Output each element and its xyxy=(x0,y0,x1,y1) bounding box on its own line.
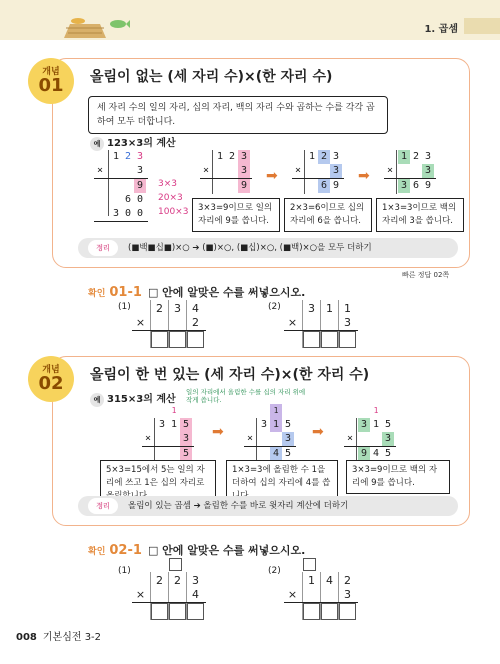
concept-2-example-label xyxy=(90,390,176,407)
basket-fish-icon xyxy=(60,14,130,40)
confirm-label: 확인 xyxy=(88,289,106,299)
c2-explain-step-2: 1×3=3에 올림한 수 1을 더하여 십의 자리에 4를 씁 xyxy=(226,460,338,507)
answer-box[interactable] xyxy=(187,331,204,348)
concept-1-example-label xyxy=(90,134,176,151)
confirm-text: □ 안에 알맞은 수를 써넣으시오. xyxy=(147,544,306,557)
carry-box[interactable] xyxy=(169,558,182,571)
arrow-icon: ➡ xyxy=(212,424,224,440)
digit: 2 xyxy=(156,302,163,315)
concept-1-summary xyxy=(78,238,458,258)
concept-2-badge xyxy=(28,356,74,402)
problem-3-number: (1) xyxy=(118,566,131,576)
digit: 2 xyxy=(344,574,351,587)
digit: 2 xyxy=(174,574,181,587)
chapter-tab xyxy=(464,18,500,34)
digit: 1 xyxy=(344,302,351,315)
calc-note-1: 3×3 xyxy=(158,179,177,189)
problem-4-number: (2) xyxy=(268,566,281,576)
badge-number: 02 xyxy=(38,373,64,394)
chapter-title: 1. 곱셈 xyxy=(424,24,458,35)
concept-1-notice: 세 자리 수의 일의 자리, 십의 자리, 백의 자리 수와 곱하는 수를 각각 곱하여 모두 더합니다. xyxy=(88,96,388,134)
confirm-text: □ 안에 알맞은 수를 써넣으시오. xyxy=(147,286,306,299)
concept-2-summary xyxy=(78,496,458,516)
arrow-icon: ➡ xyxy=(266,168,278,184)
digit: 3 xyxy=(192,574,199,587)
concept-1-title: 올림이 없는 (세 자리 수)×(한 자리 수) xyxy=(90,69,333,85)
answer-box[interactable] xyxy=(303,331,320,348)
c2-explain-step-3: 3×3=9이므로 백의 자리에 9를 씁니다. xyxy=(346,460,450,494)
concept-1-badge xyxy=(28,58,74,104)
answer-box[interactable] xyxy=(151,603,168,620)
confirm-label: 확인 xyxy=(88,547,106,557)
digit: 3 xyxy=(174,302,181,315)
digit: 2 xyxy=(192,316,199,329)
digit: 3 xyxy=(344,588,351,601)
explain-step-2: 2×3=6이므로 십의 자리에 6을 씁니다. xyxy=(284,198,372,232)
carry-box[interactable] xyxy=(303,558,316,571)
digit: 2 xyxy=(156,574,163,587)
example-mark: 예 xyxy=(90,137,104,151)
page-number: 008 xyxy=(16,632,37,643)
problem-2-number: (2) xyxy=(268,302,281,312)
summary-tag: 정리 xyxy=(88,498,118,514)
digit: 3 xyxy=(308,302,315,315)
answer-box[interactable] xyxy=(321,331,338,348)
confirm-number: 01-1 xyxy=(109,285,142,300)
quick-answer-link[interactable]: 빠른 정답 02쪽 xyxy=(402,271,450,279)
answer-box[interactable] xyxy=(339,603,356,620)
example-mark: 예 xyxy=(90,393,104,407)
digit: 4 xyxy=(192,302,199,315)
digit: 3 xyxy=(344,316,351,329)
main-calculation-123x3: 1 2 3 × 3 9 6 0 3 0 0 xyxy=(92,150,192,220)
arrow-icon: ➡ xyxy=(358,168,370,184)
answer-box[interactable] xyxy=(169,603,186,620)
confirm-1-heading xyxy=(88,284,305,300)
badge-label: 개념 xyxy=(42,67,60,77)
page-header xyxy=(0,0,500,40)
answer-box[interactable] xyxy=(303,603,320,620)
example-text: 315×3의 계산 xyxy=(107,394,176,405)
digit: 1 xyxy=(326,302,333,315)
calc-note-2: 20×3 xyxy=(158,193,183,203)
answer-box[interactable] xyxy=(339,331,356,348)
badge-number: 01 xyxy=(38,75,64,96)
arrow-icon: ➡ xyxy=(312,424,324,440)
answer-box[interactable] xyxy=(187,603,204,620)
problem-1-number: (1) xyxy=(118,302,131,312)
answer-box[interactable] xyxy=(169,331,186,348)
summary-text: 올림이 있는 곱셈 ➔ 올림한 수를 바로 윗자리 계산에 더하기 xyxy=(128,501,349,511)
calc-note-3: 100×3 xyxy=(158,207,189,217)
summary-text: (■백■십■)×○ ➔ (■)×○, (■십)×○, (■백)×○을 모두 더하기 xyxy=(128,243,372,253)
c2-explain-step-1: 5×3=15에서 5는 일의 자리에 쓰고 1은 십의 자리로 xyxy=(100,460,216,507)
answer-box[interactable] xyxy=(151,331,168,348)
concept-2-title: 올림이 한 번 있는 (세 자리 수)×(한 자리 수) xyxy=(90,367,370,383)
summary-tag: 정리 xyxy=(88,240,118,256)
confirm-number: 02-1 xyxy=(109,543,142,558)
explain-step-1: 3×3=9이므로 일의 자리에 9를 씁니다. xyxy=(192,198,280,232)
explain-step-3: 1×3=3이므로 백의 자리에 3을 씁니다. xyxy=(376,198,464,232)
page-footer xyxy=(16,628,101,643)
digit: 1 xyxy=(308,574,315,587)
digit: 4 xyxy=(192,588,199,601)
confirm-2-heading xyxy=(88,542,305,558)
digit: 4 xyxy=(326,574,333,587)
example-text: 123×3의 계산 xyxy=(107,138,176,149)
carry-note: 일의 자리에서 올림한 수를 십의 자리 위에 작게 씁니다. xyxy=(186,388,306,404)
book-title: 기본심전 3-2 xyxy=(42,632,102,643)
answer-box[interactable] xyxy=(321,603,338,620)
badge-label: 개념 xyxy=(42,365,60,375)
